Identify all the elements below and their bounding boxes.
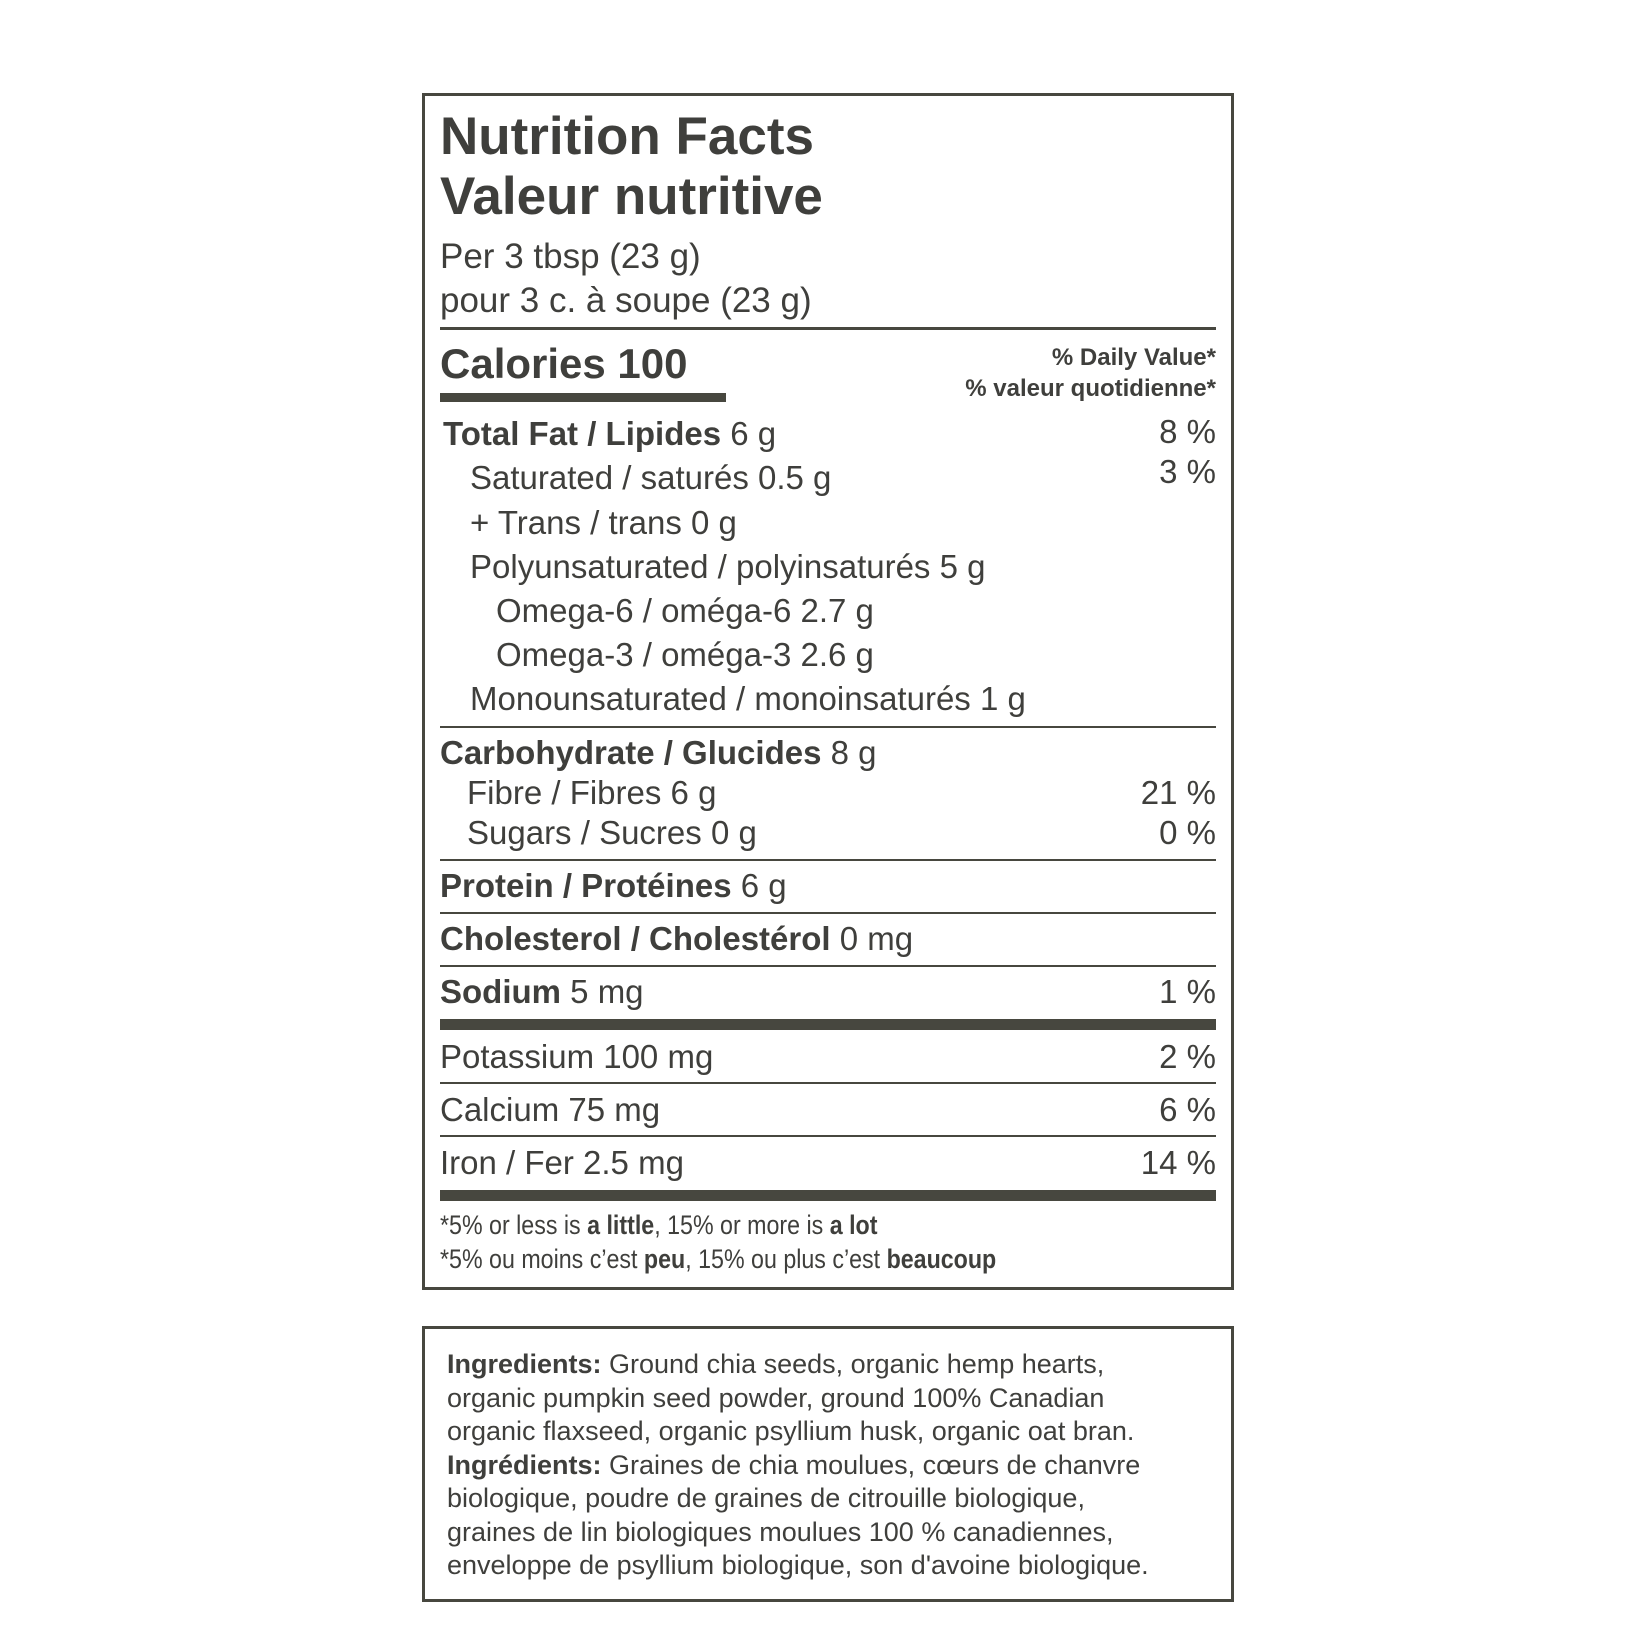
nutrient-row-monounsaturated: Monounsaturated / monoinsaturés 1 g (470, 680, 1026, 717)
nutrient-row-protein: Protein / Protéines 6 g (440, 867, 787, 904)
ingredients-fr-line: Ingrédients: Graines de chia moulues, cœurs de chanvre (447, 1449, 1141, 1480)
title-fr: Valeur nutritive (440, 167, 823, 226)
footnote-fr: *5% ou moins c’est peu, 15% ou plus c’est beaucoup (440, 1244, 997, 1274)
percent-total-fat: 8 % (1159, 413, 1216, 450)
nutrient-row-potassium: Potassium 100 mg (440, 1038, 714, 1075)
nutrient-row-omega-6: Omega-6 / oméga-6 2.7 g (496, 592, 874, 629)
ingredients-text (447, 1348, 1227, 1583)
ingredients-fr-line: graines de lin biologiques moulues 100 % canadiennes, (447, 1516, 1114, 1547)
ingredients-en-line: organic pumpkin seed powder, ground 100% Canadian (447, 1382, 1105, 1413)
percent-iron: 14 % (1140, 1144, 1216, 1181)
footnote-en: *5% or less is a little, 15% or more is a lot (440, 1210, 878, 1240)
percent-saturated: 3 % (1159, 453, 1216, 490)
percent-fibre: 21 % (1140, 774, 1216, 811)
ingredients-en-line: organic flaxseed, organic psyllium husk, organic oat bran. (447, 1416, 1135, 1446)
ingredients-en-line: Ingredients: Ground chia seeds, organic hemp hearts, (447, 1349, 1105, 1379)
nutrient-row-sodium: Sodium 5 mg (440, 973, 644, 1010)
ingredients-fr-line: biologique, poudre de graines de citrouille biologique, (447, 1483, 1085, 1513)
title-en: Nutrition Facts (440, 107, 814, 166)
daily-value-header-fr: % valeur quotidienne* (965, 375, 1216, 402)
divider (440, 327, 1216, 330)
thick-divider (440, 1190, 1216, 1201)
nutrient-row-sugars: Sugars / Sucres 0 g (467, 814, 757, 851)
ingredients-en-label: Ingredients: (447, 1349, 602, 1379)
calories-underline (440, 393, 726, 402)
nutrient-row-calcium: Calcium 75 mg (440, 1091, 661, 1128)
ingredients-fr-label: Ingrédients: (447, 1449, 602, 1480)
nutrient-row-carbohydrate: Carbohydrate / Glucides 8 g (440, 734, 877, 771)
divider (440, 859, 1216, 861)
nutrient-row-total-fat: Total Fat / Lipides 6 g (443, 415, 777, 452)
nutrient-row-iron: Iron / Fer 2.5 mg (440, 1144, 684, 1181)
calories: Calories 100 (440, 340, 688, 387)
divider (440, 965, 1216, 967)
nutrient-row-trans: + Trans / trans 0 g (470, 504, 737, 541)
divider (440, 912, 1216, 914)
nutrition-facts-panel (422, 93, 1234, 1290)
nutrient-row-saturated: Saturated / saturés 0.5 g (470, 459, 832, 496)
divider (440, 726, 1216, 728)
nutrient-row-cholesterol: Cholesterol / Cholestérol 0 mg (440, 920, 914, 957)
ingredients-fr-line: enveloppe de psyllium biologique, son d'avoine biologique. (447, 1550, 1149, 1580)
divider (440, 1082, 1216, 1084)
percent-sugars: 0 % (1159, 814, 1216, 851)
thick-divider (440, 1019, 1216, 1030)
divider (440, 1135, 1216, 1137)
percent-potassium: 2 % (1159, 1038, 1216, 1075)
daily-value-header-en: % Daily Value* (1051, 344, 1216, 371)
nutrient-row-fibre: Fibre / Fibres 6 g (467, 774, 717, 811)
nutrient-row-omega-3: Omega-3 / oméga-3 2.6 g (496, 636, 874, 673)
percent-calcium: 6 % (1159, 1091, 1216, 1128)
nutrient-row-polyunsaturated: Polyunsaturated / polyinsaturés 5 g (470, 548, 986, 585)
serving-size-en: Per 3 tbsp (23 g) (440, 237, 701, 276)
percent-sodium: 1 % (1159, 973, 1216, 1010)
serving-size-fr: pour 3 c. à soupe (23 g) (440, 281, 812, 320)
ingredients-panel (422, 1326, 1234, 1602)
